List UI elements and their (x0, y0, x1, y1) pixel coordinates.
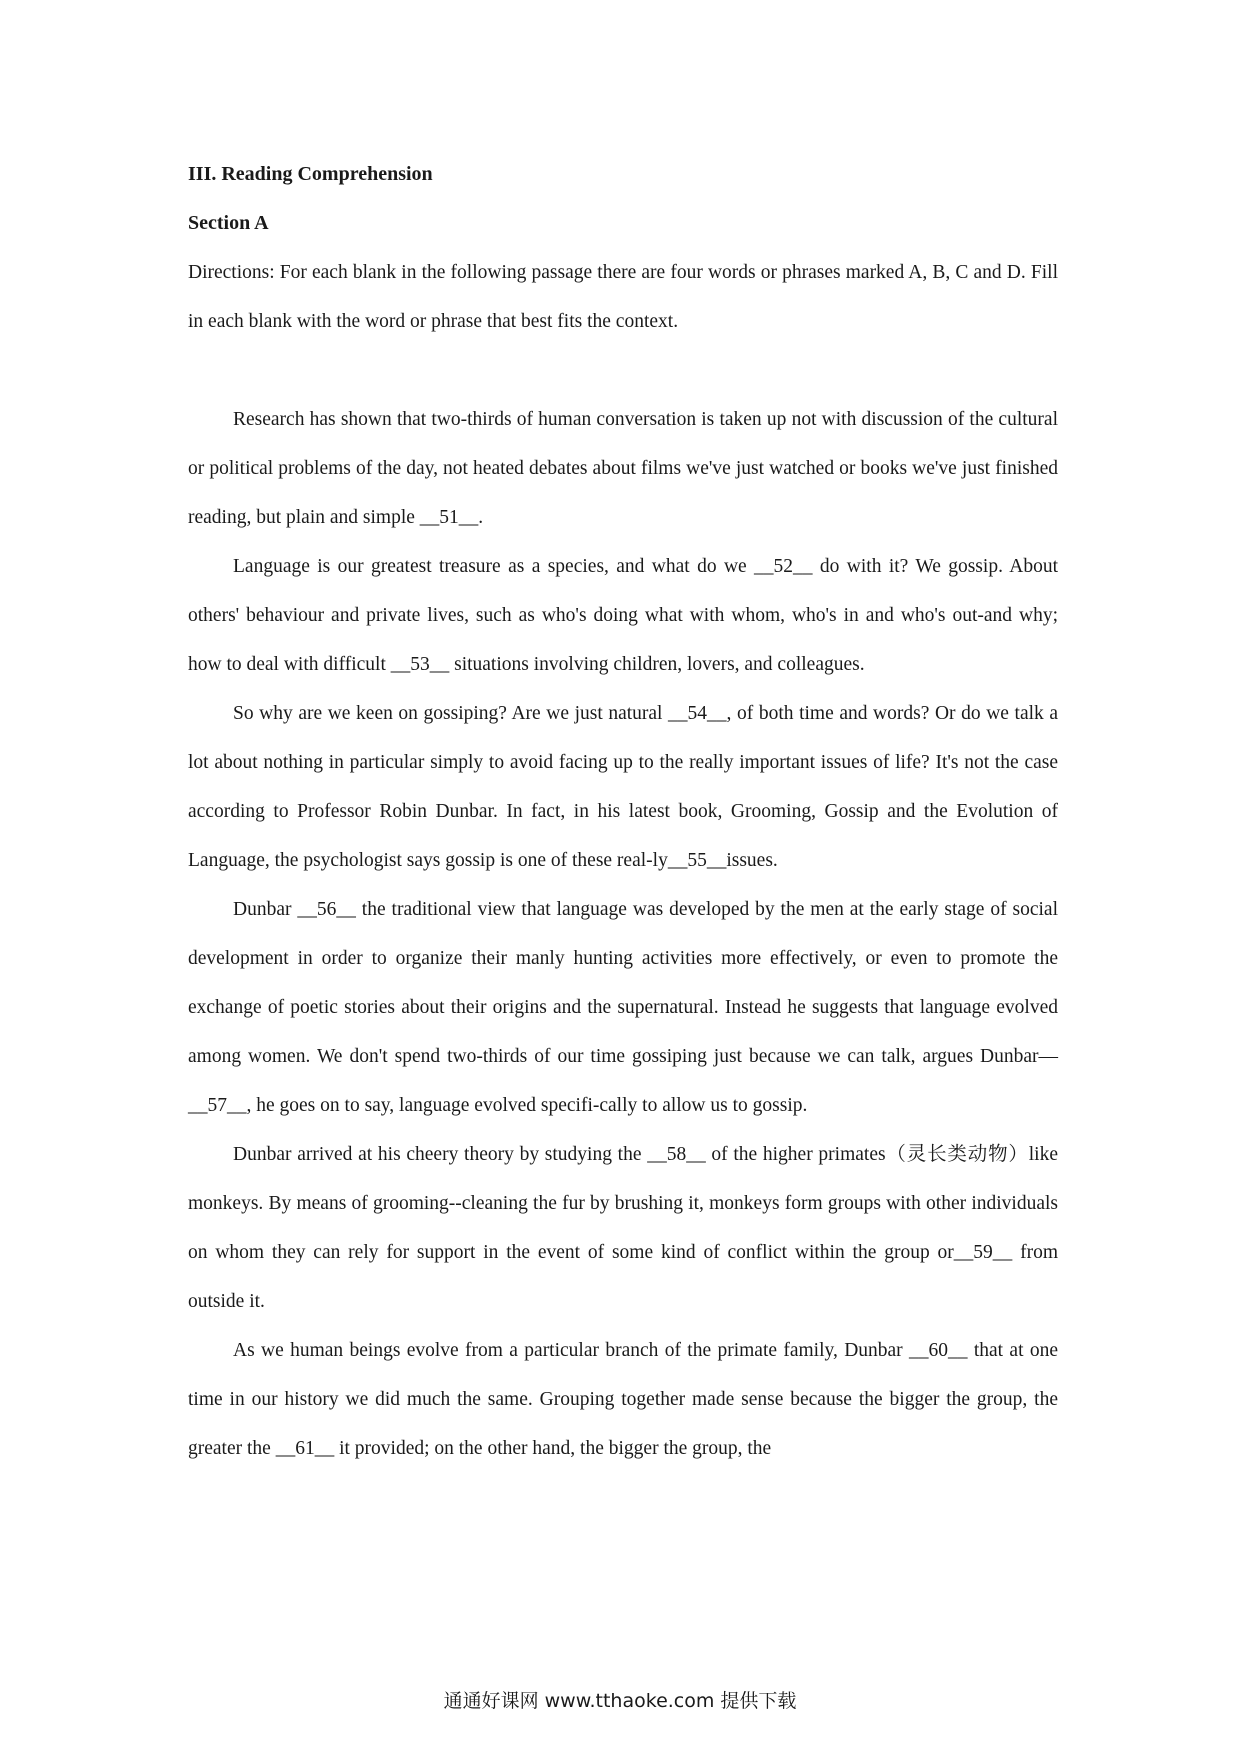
passage-paragraph-3: So why are we keen on gossiping? Are we just natural __54__, of both time and words? Or do we talk a lot about nothing in particular simply to avoid facing up to the really important issues of life? It's not the case according to Professor Robin Dunbar. In fact, in his latest book, Grooming, Gossip and the Evolution of Language, the psychologist says gossip is one of these real-ly__55__issues. (188, 703, 1058, 871)
directions-text: Directions: For each blank in the following passage there are four words or phrases marked A, B, C and D. Fill in each blank with the word or phrase that best fits the context. (188, 262, 1058, 332)
passage-paragraph-5: Dunbar arrived at his cheery theory by studying the __58__ of the higher primates（灵长类动物）like monkeys. By means of grooming--cleaning the fur by brushing it, monkeys form groups with other individuals on whom they can rely for support in the event of some kind of conflict within the group or__59__ from outside it. (188, 1144, 1058, 1312)
passage-paragraph-6: As we human beings evolve from a particular branch of the primate family, Dunbar __60__ that at one time in our history we did much the same. Grouping together made sense because the bigger the group, the greater the __61__ it provided; on the other hand, the bigger the group, the (188, 1340, 1058, 1459)
page-footer: 通通好课网 www.tthaoke.com 提供下载 (443, 1690, 797, 1712)
passage-paragraph-1: Research has shown that two-thirds of human conversation is taken up not with discussion of the cultural or political problems of the day, not heated debates about films we've just watched or books we've just finished reading, but plain and simple __51__. (188, 409, 1058, 528)
document-body (188, 150, 1058, 1473)
passage-paragraph-2: Language is our greatest treasure as a species, and what do we __52__ do with it? We gossip. About others' behaviour and private lives, such as who's doing what with whom, who's in and who's out-and why; how to deal with difficult __53__ situations involving children, lovers, and colleagues. (188, 556, 1058, 675)
subsection-title: Section A (188, 212, 269, 234)
section-title: III. Reading Comprehension (188, 163, 433, 185)
passage-paragraph-4: Dunbar __56__ the traditional view that language was developed by the men at the early stage of social development in order to organize their manly hunting activities more effectively, or even to promote the exchange of poetic stories about their origins and the supernatural. Instead he suggests that language evolved among women. We don't spend two-thirds of our time gossiping just because we can talk, argues Dunbar—__57__, he goes on to say, language evolved specifi-cally to allow us to gossip. (188, 899, 1058, 1116)
spacer (188, 346, 1058, 395)
